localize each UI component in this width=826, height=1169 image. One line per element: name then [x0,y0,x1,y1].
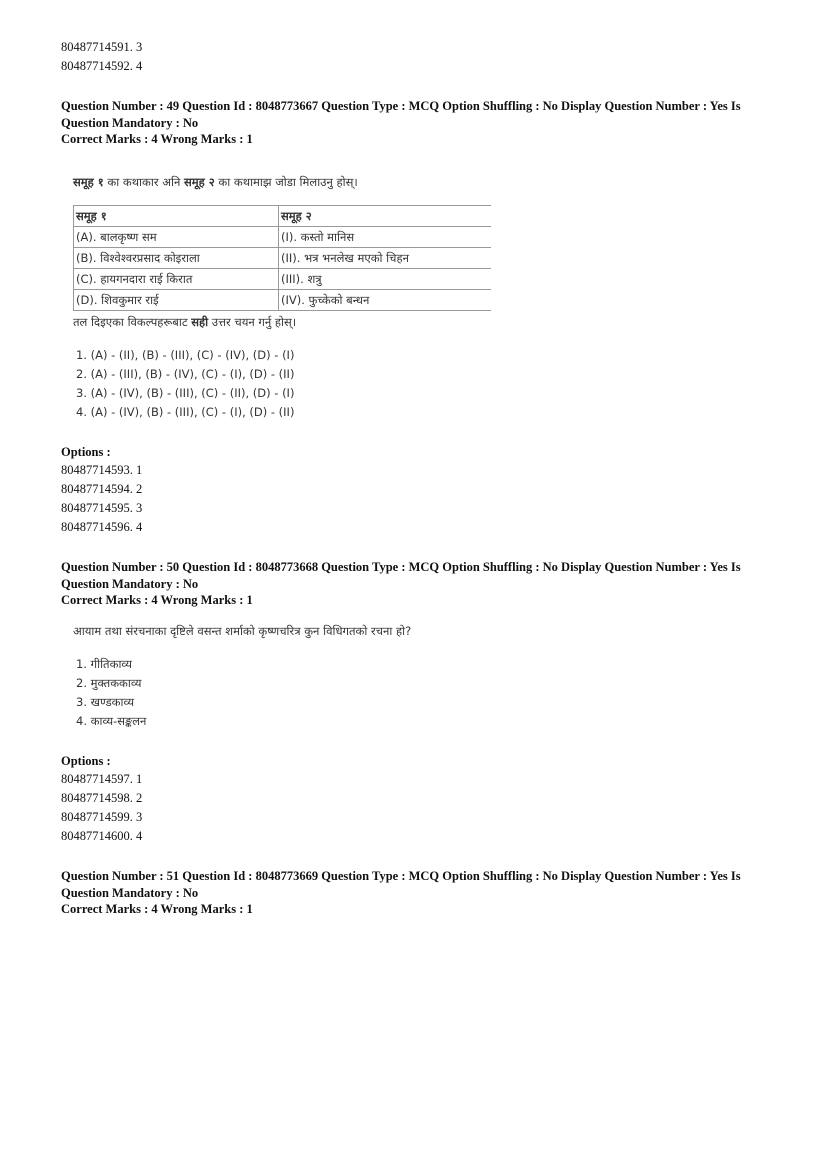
instruction-emphasis: सही [191,315,209,329]
table-row [74,269,492,290]
answer-choice: 1. गीतिकाव्य [76,657,133,671]
table-cell: (II). भत्र भनलेख मएको चिहन [279,248,492,269]
table-header-cell: समूह १ [74,206,279,227]
prompt-text: का कथाकार अनि [103,175,185,189]
table-cell: (B). विश्वेश्वरप्रसाद कोइराला [74,248,279,269]
question-49-instruction [73,315,296,330]
question-50-prompt: आयाम तथा संरचनाका दृष्टिले वसन्त शर्माको कृष्णचरित्र कुन विधिगतको रचना हो? [73,624,412,638]
answer-choice: 3. खण्डकाव्य [76,695,135,709]
answer-choice: 2. (A) - (III), (B) - (IV), (C) - (I), (D) - (II) [76,367,295,381]
answer-choice: 3. (A) - (IV), (B) - (III), (C) - (II), (D) - (I) [76,386,295,400]
instruction-text: उत्तर चयन गर्नु होस्। [208,315,297,329]
option-line: 80487714598. 2 [61,791,143,805]
table-row [74,248,492,269]
prompt-text: का कथामाझ जोडा मिलाउनु होस्। [214,175,358,189]
prompt-emphasis: समूह १ [73,175,104,189]
question-header-line: Question Number : 49 Question Id : 8048773667 Question Type : MCQ Option Shuffling : No Display Question Number : Yes Is [61,99,741,113]
table-cell: (D). शिवकुमार राई [74,290,279,311]
table-cell: (III). शत्रु [279,269,492,290]
table-row [74,227,492,248]
options-label: Options : [61,754,111,768]
table-header-cell: समूह २ [279,206,492,227]
table-cell: (A). बालकृष्ण सम [74,227,279,248]
table-header-row [74,206,492,227]
question-header-line: Question Number : 51 Question Id : 8048773669 Question Type : MCQ Option Shuffling : No Display Question Number : Yes Is [61,869,741,883]
table-cell: (IV). फुच्केको बन्धन [279,290,492,311]
option-line: 80487714592. 4 [61,59,143,73]
question-header-line: Correct Marks : 4 Wrong Marks : 1 [61,593,253,607]
option-line: 80487714594. 2 [61,482,143,496]
matching-table [73,205,491,311]
option-line: 80487714600. 4 [61,829,143,843]
answer-choice: 2. मुक्तककाव्य [76,676,142,690]
question-header-line: Question Mandatory : No [61,885,199,900]
question-header-line: Question Number : 50 Question Id : 8048773668 Question Type : MCQ Option Shuffling : No Display Question Number : Yes Is [61,560,741,574]
question-49-prompt [73,175,358,190]
option-line: 80487714595. 3 [61,501,143,515]
option-line: 80487714599. 3 [61,810,143,824]
answer-choice: 4. काव्य-सङ्कलन [76,714,147,728]
table-row [74,290,492,311]
option-line: 80487714596. 4 [61,520,143,534]
option-line: 80487714591. 3 [61,40,143,54]
option-line: 80487714597. 1 [61,772,143,786]
answer-choice: 4. (A) - (IV), (B) - (III), (C) - (I), (D) - (II) [76,405,295,419]
instruction-text: तल दिइएका विकल्पहरूबाट [73,315,192,329]
question-51-header [61,868,761,918]
prompt-emphasis: समूह २ [184,175,215,189]
table-cell: (C). हायगनदारा राई किरात [74,269,279,290]
options-label: Options : [61,445,111,459]
answer-choice: 1. (A) - (II), (B) - (III), (C) - (IV), (D) - (I) [76,348,295,362]
table-cell: (I). कस्तो मानिस [279,227,492,248]
question-50-header [61,559,761,609]
question-header-line: Correct Marks : 4 Wrong Marks : 1 [61,132,253,146]
option-line: 80487714593. 1 [61,463,143,477]
question-header-line: Correct Marks : 4 Wrong Marks : 1 [61,902,253,916]
question-header-line: Question Mandatory : No [61,576,199,591]
question-49-header [61,98,761,148]
question-header-line: Question Mandatory : No [61,115,199,130]
